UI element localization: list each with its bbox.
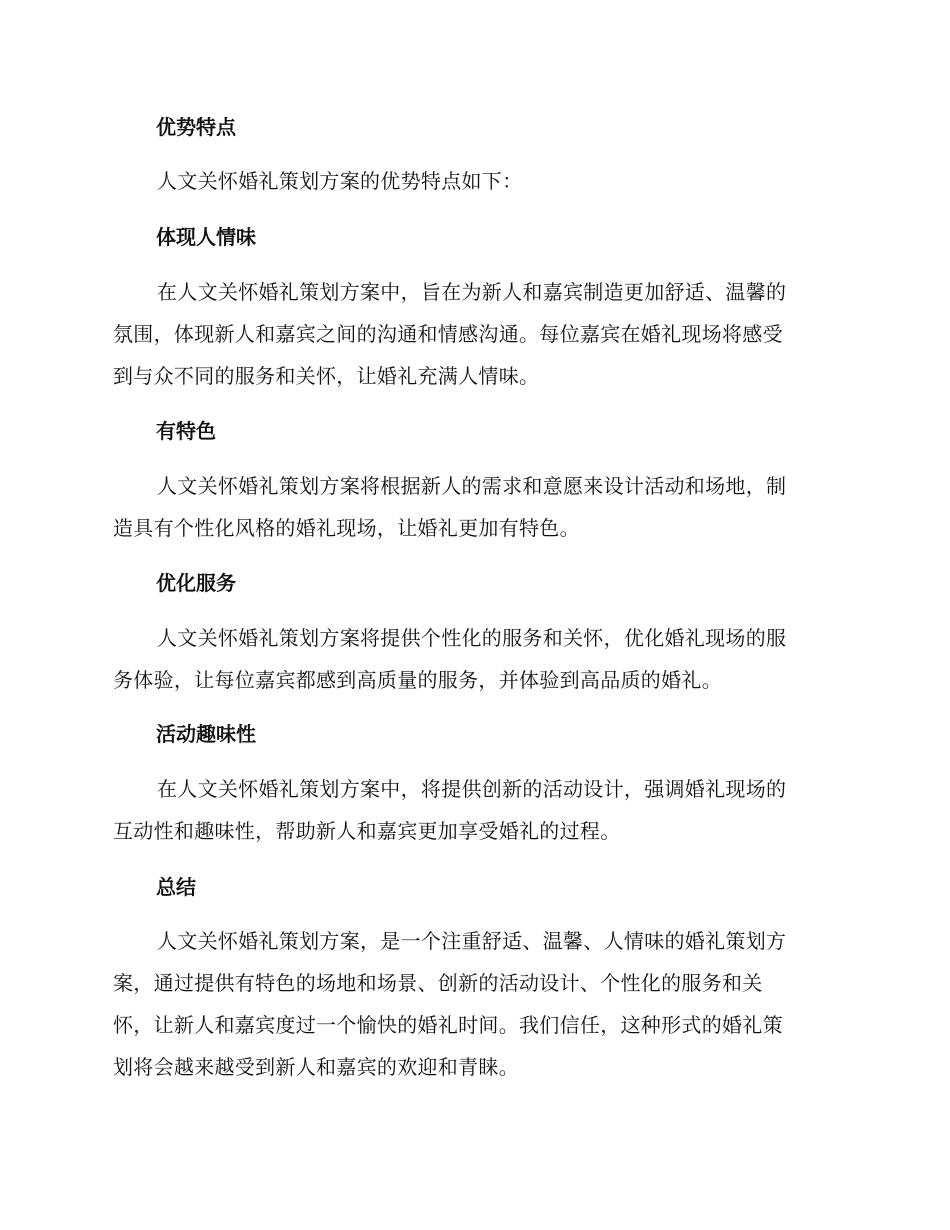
section-heading-human-touch: 体现人情味 <box>156 225 256 249</box>
paragraph-line: 划将会越来越受到新人和嘉宾的欢迎和青睐。 <box>113 1055 519 1079</box>
paragraph-line: 怀，让新人和嘉宾度过一个愉快的婚礼时间。我们信任，这种形式的婚礼策 <box>113 1013 783 1037</box>
paragraph-line: 造具有个性化风格的婚礼现场，让婚礼更加有特色。 <box>113 516 580 540</box>
paragraph-line: 人文关怀婚礼策划方案将提供个性化的服务和关怀，优化婚礼现场的服 <box>157 626 787 650</box>
section-paragraph-distinctive <box>113 465 833 549</box>
section-heading-distinctive: 有特色 <box>156 419 216 443</box>
paragraph-line: 在人文关怀婚礼策划方案中，将提供创新的活动设计，强调婚礼现场的 <box>157 777 787 801</box>
section-paragraph-fun-activities <box>113 768 833 852</box>
section-heading-optimized-service: 优化服务 <box>156 571 236 595</box>
section-heading-advantages: 优势特点 <box>156 115 236 139</box>
paragraph-line: 人文关怀婚礼策划方案，是一个注重舒适、温馨、人情味的婚礼策划方 <box>157 929 787 953</box>
paragraph-line: 案，通过提供有特色的场地和场景、创新的活动设计、个性化的服务和关 <box>113 971 763 995</box>
section-heading-summary: 总结 <box>156 875 196 899</box>
paragraph-line: 在人文关怀婚礼策划方案中，旨在为新人和嘉宾制造更加舒适、温馨的 <box>157 280 787 304</box>
paragraph-line: 互动性和趣味性，帮助新人和嘉宾更加享受婚礼的过程。 <box>113 819 621 843</box>
section-paragraph-human-touch <box>113 271 833 397</box>
paragraph-line: 到与众不同的服务和关怀，让婚礼充满人情味。 <box>113 364 540 388</box>
section-paragraph-advantages <box>113 160 833 202</box>
paragraph-line: 务体验，让每位嘉宾都感到高质量的服务，并体验到高品质的婚礼。 <box>113 668 722 692</box>
paragraph-line: 人文关怀婚礼策划方案的优势特点如下： <box>157 169 523 193</box>
paragraph-line: 氛围，体现新人和嘉宾之间的沟通和情感沟通。每位嘉宾在婚礼现场将感受 <box>113 322 783 346</box>
section-paragraph-optimized-service <box>113 617 833 701</box>
section-heading-fun-activities: 活动趣味性 <box>156 722 256 746</box>
section-paragraph-summary <box>113 920 833 1088</box>
paragraph-line: 人文关怀婚礼策划方案将根据新人的需求和意愿来设计活动和场地，制 <box>157 474 787 498</box>
